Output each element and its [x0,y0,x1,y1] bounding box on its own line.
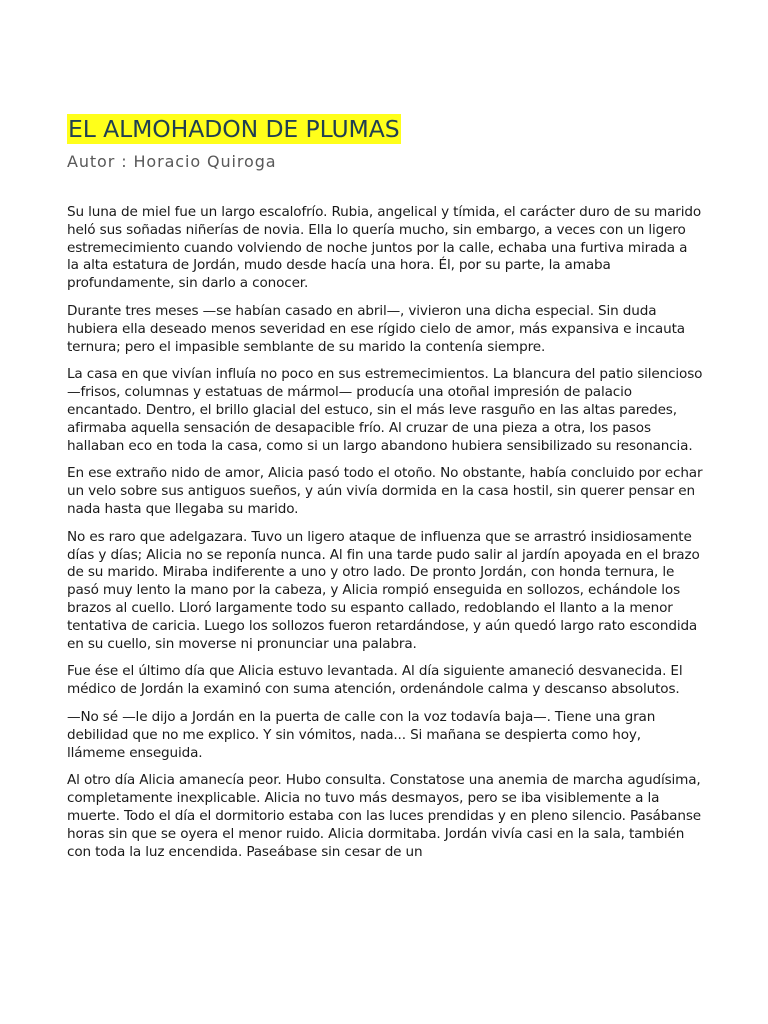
paragraph: La casa en que vivían influía no poco en sus estremecimientos. La blancura del patio silencioso —frisos, columnas y estatuas de mármol— producía una otoñal impresión de palacio encantado. Dentro, el brillo glacial del estuco, sin el más leve rasguño en las altas paredes, afirmaba aquella sensación de desapacible frío. Al cruzar de una pieza a otra, los pasos hallaban eco en toda la casa, como si un largo abandono hubiera sensibilizado su resonancia. [67,366,703,454]
paragraph: Al otro día Alicia amanecía peor. Hubo consulta. Constatose una anemia de marcha agudísima, completamente inexplicable. Alicia no tuvo más desmayos, pero se iba visiblemente a la muerte. Todo el día el dormitorio estaba con las luces prendidas y en pleno silencio. Pasábanse horas sin que se oyera el menor ruido. Alicia dormitaba. Jordán vivía casi en la sala, también con toda la luz encendida. Paseábase sin cesar de un [67,772,701,860]
document-page [67,114,703,871]
paragraph: Su luna de miel fue un largo escalofrío. Rubia, angelical y tímida, el carácter duro de su marido heló sus soñadas niñerías de novia. Ella lo quería mucho, sin embargo, a veces con un ligero estremecimiento cuando volviendo de noche juntos por la calle, echaba una furtiva mirada a la alta estatura de Jordán, mudo desde hacía una hora. Él, por su parte, la amaba profundamente, sin darlo a conocer. [67,204,702,292]
paragraph: Durante tres meses —se habían casado en abril—, vivieron una dicha especial. Sin duda hubiera ella deseado menos severidad en ese rígido cielo de amor, más expansiva e incauta ternura; pero el impasible semblante de su marido la contenía siempre. [67,302,685,355]
document-body [67,204,703,861]
document-title: EL ALMOHADON DE PLUMAS [68,115,400,143]
paragraph: No es raro que adelgazara. Tuvo un ligero ataque de influenza que se arrastró insidiosamente días y días; Alicia no se reponía nunca. Al fin una tarde pudo salir al jardín apoyada en el brazo de su marido. Miraba indiferente a uno y otro lado. De pronto Jordán, con honda ternura, le pasó muy lento la mano por la cabeza, y Alicia rompió enseguida en sollozos, echándole los brazos al cuello. Lloró largamente todo su espanto callado, redoblando el llanto a la menor tentativa de caricia. Luego los sollozos fueron retardándose, y aún quedó largo rato escondida en su cuello, sin moverse ni pronunciar una palabra. [67,528,700,652]
document-author: Autor : Horacio Quiroga [67,152,277,171]
paragraph: Fue ése el último día que Alicia estuvo levantada. Al día siguiente amaneció desvanecida. El médico de Jordán la examinó con suma atención, ordenándole calma y descanso absolutos. [67,663,683,698]
paragraph: En ese extraño nido de amor, Alicia pasó todo el otoño. No obstante, había concluido por echar un velo sobre sus antiguos sueños, y aún vivía dormida en la casa hostil, sin querer pensar en nada hasta que llegaba su marido. [67,465,703,517]
paragraph: —No sé —le dijo a Jordán en la puerta de calle con la voz todavía baja—. Tiene una gran debilidad que no me explico. Y sin vómitos, nada... Si mañana se despierta como hoy, llámeme enseguida. [67,708,656,761]
